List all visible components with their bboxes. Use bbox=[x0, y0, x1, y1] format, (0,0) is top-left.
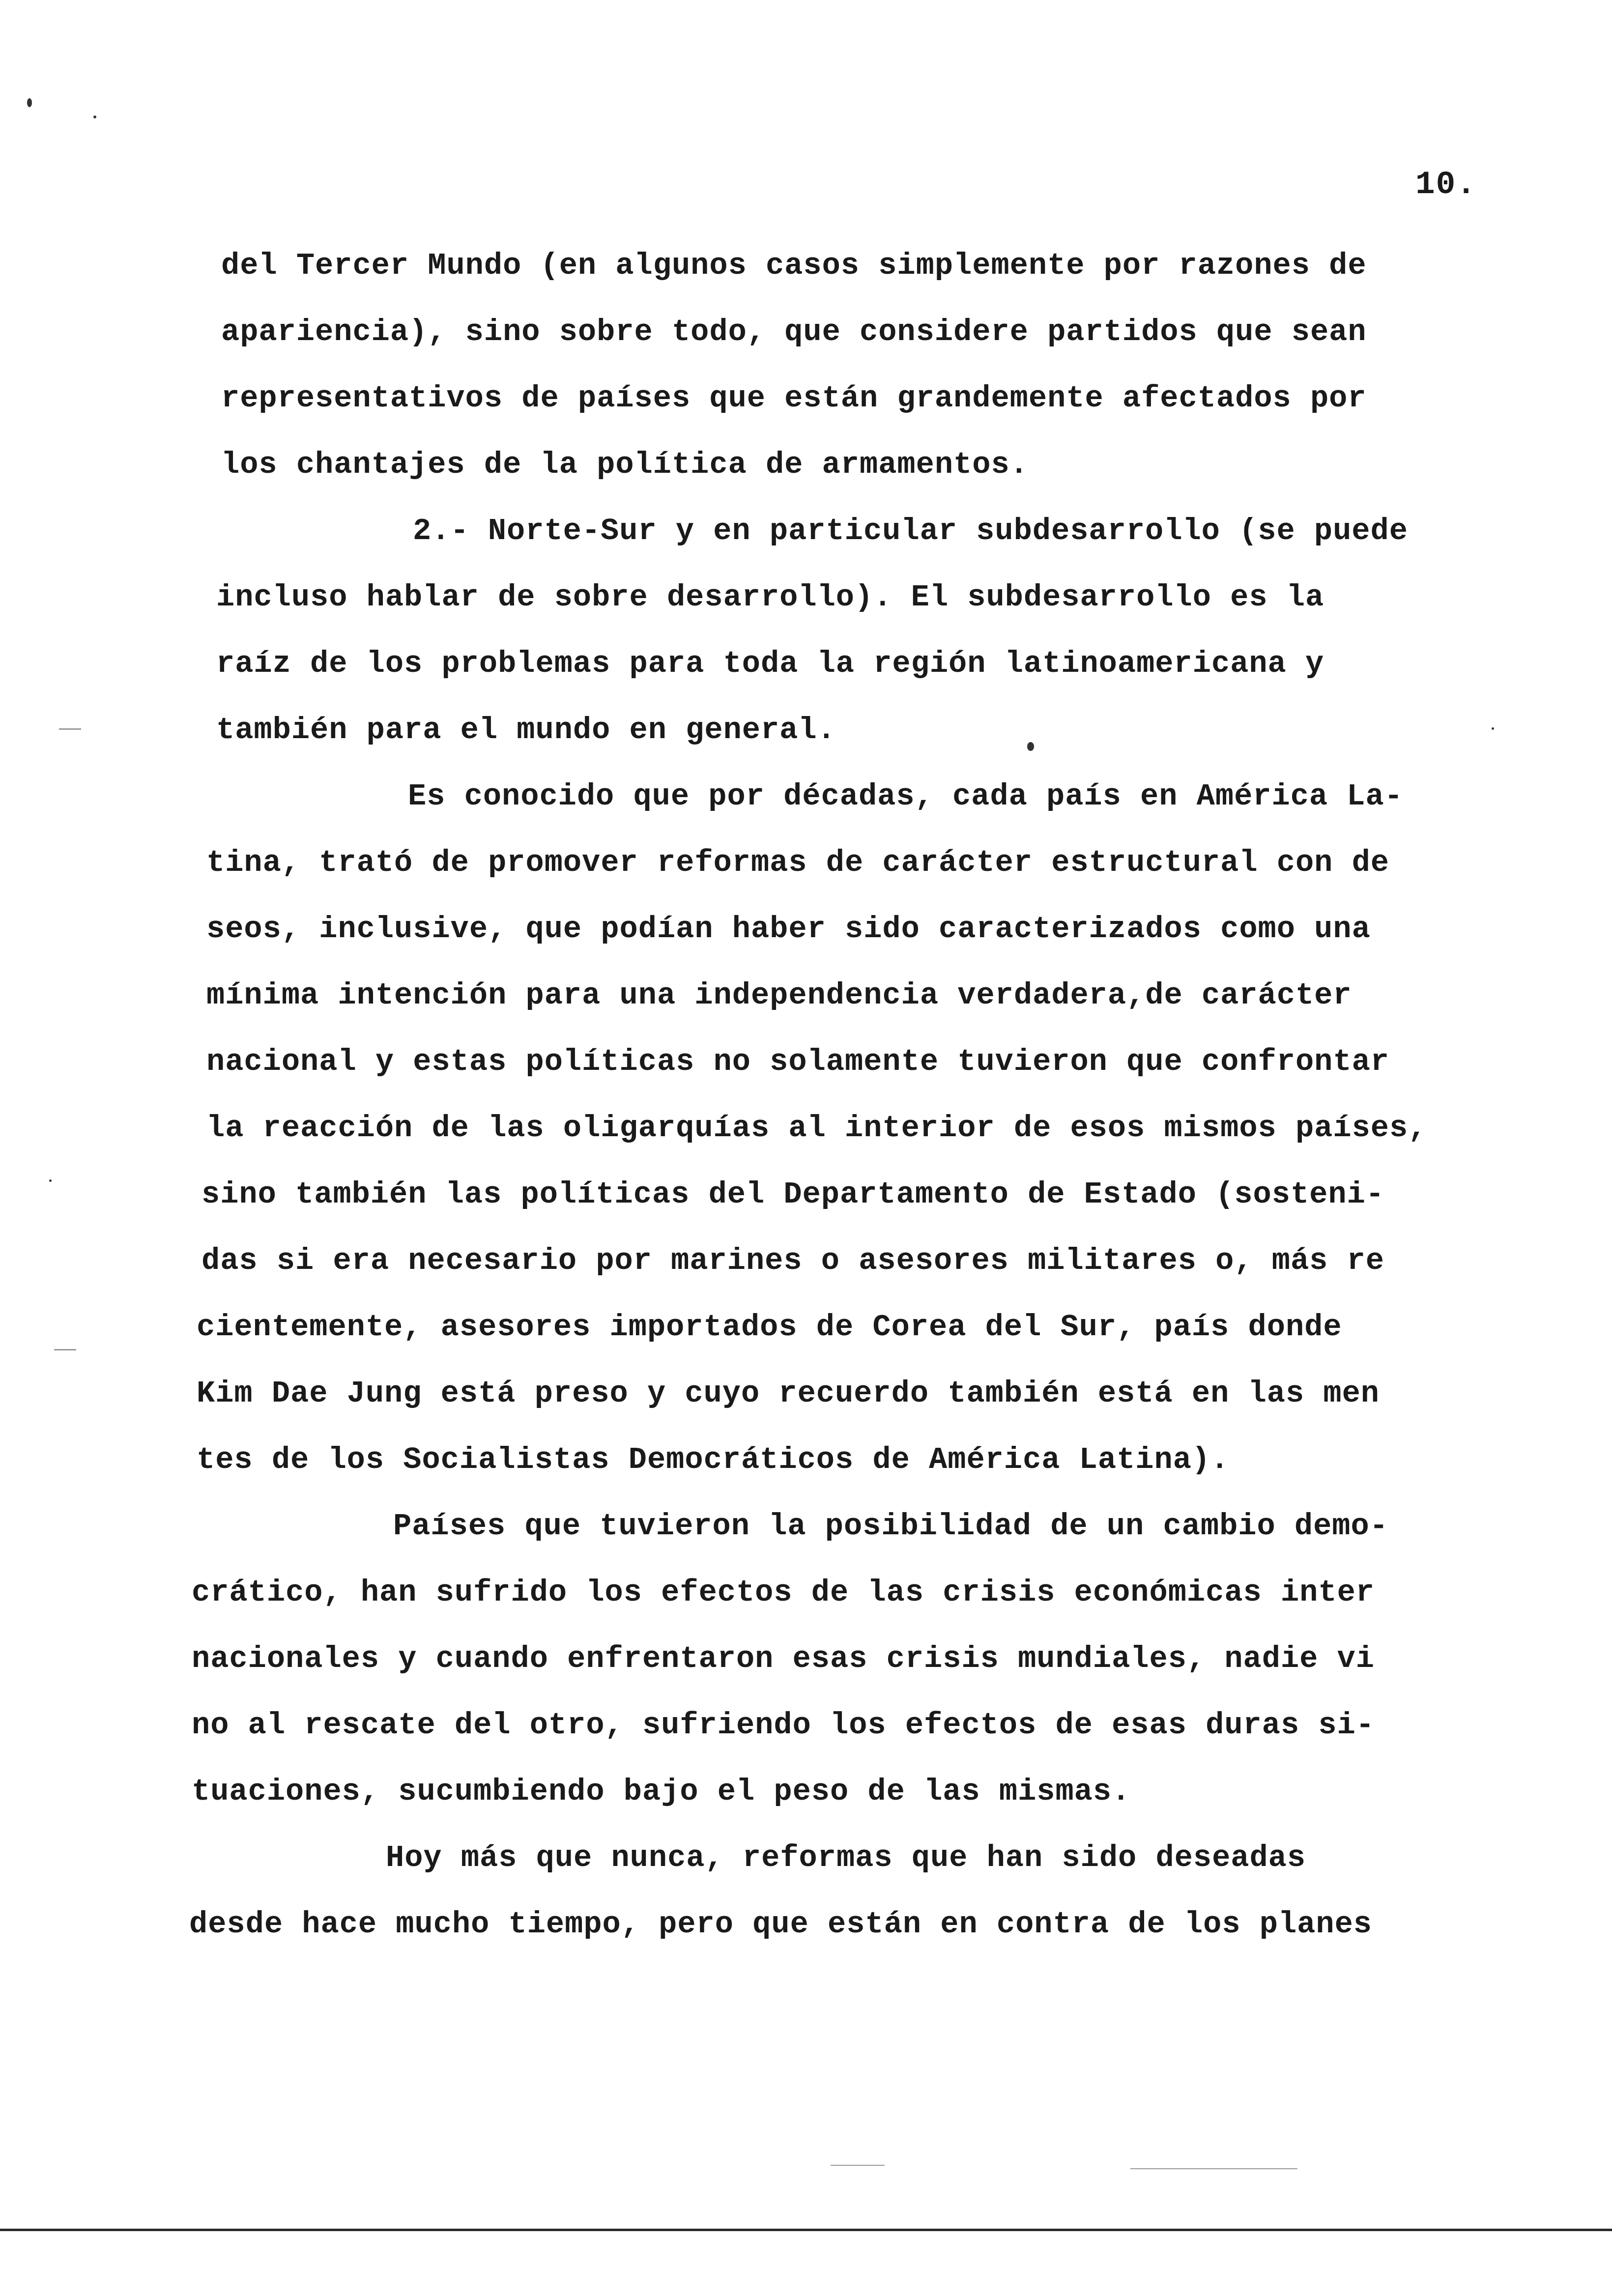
page-number: 10. bbox=[1415, 166, 1477, 203]
text-line-8: también para el mundo en general. bbox=[216, 713, 836, 747]
text-line-2: apariencia), sino sobre todo, que considere partidos que sean bbox=[221, 315, 1367, 349]
text-line-23: no al rescate del otro, sufriendo los efectos de esas duras si- bbox=[192, 1708, 1375, 1743]
text-line-18: Kim Dae Jung está preso y cuyo recuerdo también está en las men bbox=[197, 1376, 1380, 1411]
text-line-5: 2.- Norte-Sur y en particular subdesarrollo (se puede bbox=[413, 514, 1408, 548]
text-line-24: tuaciones, sucumbiendo bajo el peso de las mismas. bbox=[192, 1774, 1131, 1809]
text-line-20: Países que tuvieron la posibilidad de un cambio demo- bbox=[393, 1509, 1388, 1544]
scan-speck bbox=[93, 115, 96, 118]
text-line-15: sino también las políticas del Departamento de Estado (sosteni- bbox=[202, 1177, 1384, 1212]
scan-speck bbox=[27, 98, 32, 107]
text-line-19: tes de los Socialistas Democráticos de América Latina). bbox=[197, 1442, 1230, 1477]
scan-mark bbox=[59, 728, 81, 730]
text-line-12: mínima intención para una independencia verdadera,de carácter bbox=[206, 978, 1352, 1013]
text-line-11: seos, inclusive, que podían haber sido caracterizados como una bbox=[206, 912, 1371, 947]
text-line-6: incluso hablar de sobre desarrollo). El subdesarrollo es la bbox=[216, 580, 1324, 615]
text-line-4: los chantajes de la política de armamentos. bbox=[221, 447, 1029, 482]
text-line-21: crático, han sufrido los efectos de las crisis económicas inter bbox=[192, 1575, 1375, 1610]
text-line-3: representativos de países que están grandemente afectados por bbox=[221, 381, 1367, 416]
text-line-22: nacionales y cuando enfrentaron esas crisis mundiales, nadie vi bbox=[192, 1641, 1375, 1676]
text-line-14: la reacción de las oligarquías al interior de esos mismos países, bbox=[206, 1111, 1427, 1146]
scan-speck bbox=[1492, 727, 1494, 730]
text-line-26: desde hace mucho tiempo, pero que están en contra de los planes bbox=[189, 1907, 1372, 1942]
text-line-9: Es conocido que por décadas, cada país en América La- bbox=[408, 779, 1403, 814]
text-line-17: cientemente, asesores importados de Corea del Sur, país donde bbox=[197, 1310, 1342, 1345]
text-line-10: tina, trató de promover reformas de carácter estructural con de bbox=[206, 845, 1389, 880]
scan-mark bbox=[1130, 2168, 1297, 2169]
text-line-1: del Tercer Mundo (en algunos casos simplemente por razones de bbox=[221, 248, 1367, 283]
text-line-16: das si era necesario por marines o asesores militares o, más re bbox=[202, 1243, 1384, 1278]
bottom-rule bbox=[0, 2229, 1612, 2231]
scan-speck bbox=[49, 1179, 52, 1182]
text-line-13: nacional y estas políticas no solamente tuvieron que confrontar bbox=[206, 1044, 1389, 1079]
scan-speck bbox=[1027, 742, 1034, 751]
text-line-25: Hoy más que nunca, reformas que han sido deseadas bbox=[386, 1840, 1306, 1875]
text-line-7: raíz de los problemas para toda la región latinoamericana y bbox=[216, 646, 1324, 681]
scan-mark bbox=[54, 1349, 76, 1350]
scan-mark bbox=[831, 2165, 885, 2166]
